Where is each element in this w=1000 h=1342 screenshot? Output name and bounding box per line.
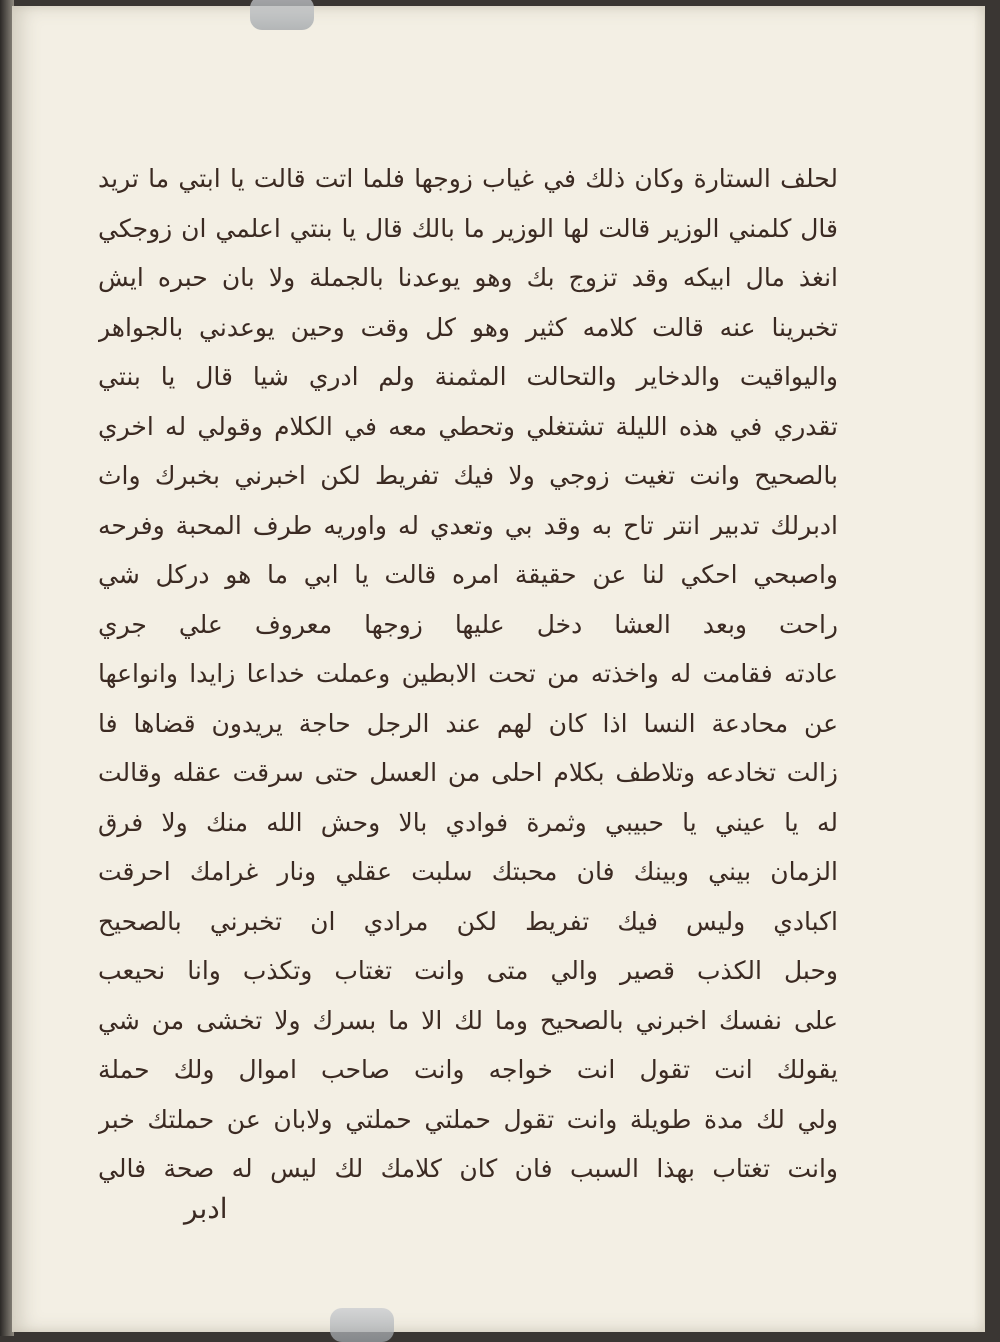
text-line: زالت تخادعه وتلاطف بكلام احلى من العسل حتى سرقت عقله وقالت [98, 758, 838, 787]
text-line: اكبادي وليس فيك تفريط لكن مرادي ان تخبرني بالصحيح [98, 906, 838, 936]
text-line: واليواقيت والدخاير والتحالت المثمنة ولم ادري شيا قال يا بنتي [98, 362, 838, 391]
text-line: قال كلمني الوزير قالت لها الوزير ما بالك قال يا بنتي اعلمي ان زوجكي [98, 213, 838, 243]
text-line: عن محادعة النسا اذا كان لهم عند الرجل حاجة يريدون قضاها فا [98, 708, 838, 738]
text-line: عادته فقامت له واخذته من تحت الابطين وعملت خداعا زايدا وانواعها [98, 659, 838, 688]
text-line: له يا عيني يا حبيبي وثمرة فوادي بالا وحش الله منك ولا فرق [98, 807, 838, 837]
text-line: واصبحي احكي لنا عن حقيقة امره قالت يا ابي ما هو دركل شي [98, 560, 838, 589]
catchword: ادبر [184, 1192, 228, 1225]
top-clip [250, 0, 314, 30]
text-line: الزمان بيني وبينك فان محبتك سلبت عقلي ونار غرامك احرقت [98, 857, 838, 886]
text-line: راحت وبعد العشا دخل عليها زوجها معروف علي جري [98, 609, 838, 639]
text-line: لحلف الستارة وكان ذلك في غياب زوجها فلما اتت قالت يا ابتي ما تريد [98, 164, 838, 193]
bottom-clip [330, 1308, 394, 1342]
text-line: وحبل الكذب قصير والي متى وانت تغتاب وتكذب وانا نحيعب [98, 956, 838, 985]
text-line: تخبرينا عنه قالت كلامه كثير وهو كل وقت وحين يوعدني بالجواهر [98, 312, 838, 342]
text-line: انغذ مال ابيكه وقد تزوج بك وهو يوعدنا بالجملة ولا بان حبره ايش [98, 263, 838, 292]
text-line: يقولك انت تقول انت خواجه وانت صاحب اموال ولك حملة [98, 1055, 838, 1084]
manuscript-text-block [98, 154, 838, 1194]
text-line: بالصحيح وانت تغيت زوجي ولا فيك تفريط لكن اخبرني بخبرك واث [98, 461, 838, 490]
text-line: وانت تغتاب بهذا السبب فان كان كلامك لك ليس له صحة فالي [98, 1154, 838, 1183]
text-line: ولي لك مدة طويلة وانت تقول حملتي حملتي ولابان عن حملتك خبر [98, 1104, 838, 1134]
manuscript-page [12, 6, 985, 1332]
text-line: على نفسك اخبرني بالصحيح وما لك الا ما بسرك ولا تخشى من شي [98, 1005, 838, 1035]
text-line: ادبرلك تدبير انتر تاح به وقد بي وتعدي له واوريه طرف المحبة وفرحه [98, 510, 838, 540]
text-line: تقدري في هذه الليلة تشتغلي وتحطي معه في الكلام وقولي له اخري [98, 411, 838, 441]
